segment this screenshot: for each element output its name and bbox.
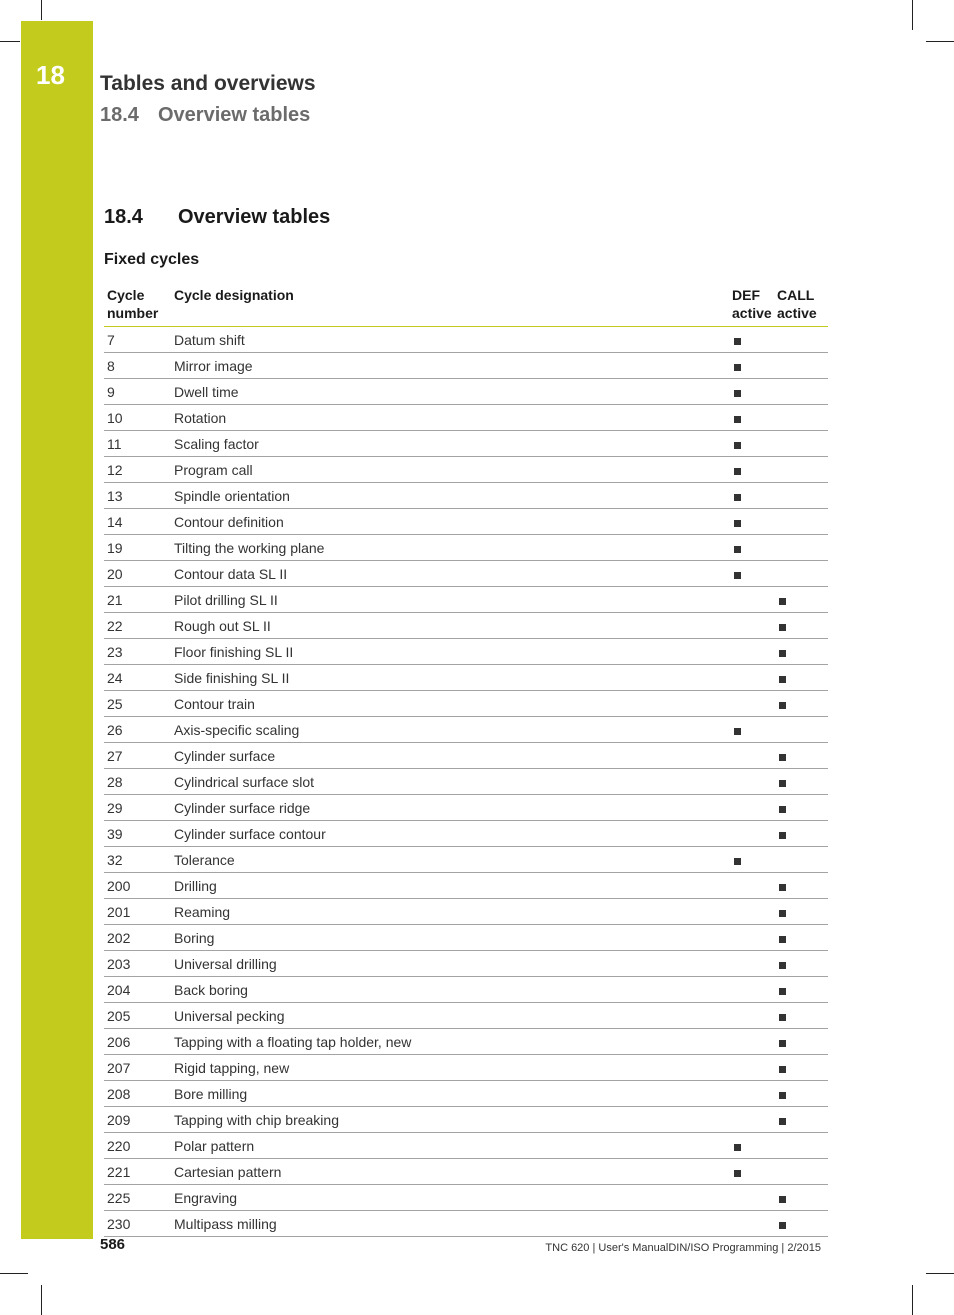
black-square-icon <box>779 1014 786 1021</box>
def-active-cell <box>729 821 774 847</box>
chapter-sidebar <box>21 21 93 1239</box>
section-heading <box>104 206 330 229</box>
call-active-cell <box>774 1185 828 1211</box>
chapter-number: 18 <box>36 60 65 90</box>
cycle-designation-cell: Rigid tapping, new <box>171 1055 729 1081</box>
call-active-cell <box>774 743 828 769</box>
black-square-icon <box>779 780 786 787</box>
call-active-cell <box>774 769 828 795</box>
cycle-number-cell: 32 <box>104 847 171 873</box>
black-square-icon <box>734 858 741 865</box>
table-row <box>104 509 828 535</box>
call-active-cell <box>774 1003 828 1029</box>
table-row <box>104 1133 828 1159</box>
cycle-number-cell: 12 <box>104 457 171 483</box>
cycle-number-cell: 13 <box>104 483 171 509</box>
cycle-designation-cell: Reaming <box>171 899 729 925</box>
table-row <box>104 1081 828 1107</box>
table-row <box>104 1211 828 1237</box>
call-active-cell <box>774 379 828 405</box>
header-cycle-number: Cycle number <box>104 282 171 327</box>
subheading: Fixed cycles <box>104 251 200 268</box>
table-row <box>104 405 828 431</box>
def-active-cell <box>729 925 774 951</box>
call-active-cell <box>774 1029 828 1055</box>
table-row <box>104 873 828 899</box>
def-active-cell <box>729 1107 774 1133</box>
cycle-number-cell: 221 <box>104 1159 171 1185</box>
cycle-number-cell: 8 <box>104 353 171 379</box>
black-square-icon <box>779 910 786 917</box>
chapter-section-header <box>100 104 310 127</box>
black-square-icon <box>734 520 741 527</box>
def-active-cell <box>729 1081 774 1107</box>
def-active-cell <box>729 1133 774 1159</box>
black-square-icon <box>779 1040 786 1047</box>
cycle-number-cell: 202 <box>104 925 171 951</box>
black-square-icon <box>734 468 741 475</box>
table-row <box>104 327 828 353</box>
black-square-icon <box>734 1170 741 1177</box>
chapter-title: Tables and overviews <box>100 72 316 95</box>
call-active-cell <box>774 925 828 951</box>
cycle-designation-cell: Back boring <box>171 977 729 1003</box>
black-square-icon <box>779 1118 786 1125</box>
cycle-number-cell: 207 <box>104 1055 171 1081</box>
black-square-icon <box>734 1144 741 1151</box>
table-row <box>104 587 828 613</box>
black-square-icon <box>779 624 786 631</box>
cycle-number-cell: 205 <box>104 1003 171 1029</box>
black-square-icon <box>734 390 741 397</box>
table-row <box>104 795 828 821</box>
table-body <box>104 327 828 1237</box>
table-row <box>104 769 828 795</box>
table-row <box>104 1185 828 1211</box>
call-active-cell <box>774 1107 828 1133</box>
cycle-number-cell: 19 <box>104 535 171 561</box>
footer-text: TNC 620 | User's ManualDIN/ISO Programming | 2/2015 <box>545 1242 821 1254</box>
crop-mark <box>0 41 20 42</box>
cycle-number-cell: 204 <box>104 977 171 1003</box>
call-active-cell <box>774 821 828 847</box>
cycle-designation-cell: Cylinder surface contour <box>171 821 729 847</box>
cycle-number-cell: 20 <box>104 561 171 587</box>
black-square-icon <box>734 416 741 423</box>
table-row <box>104 379 828 405</box>
cycle-designation-cell: Boring <box>171 925 729 951</box>
black-square-icon <box>779 988 786 995</box>
table-row <box>104 847 828 873</box>
cycle-designation-cell: Cylindrical surface slot <box>171 769 729 795</box>
def-active-cell <box>729 873 774 899</box>
def-active-cell <box>729 717 774 743</box>
cycle-designation-cell: Multipass milling <box>171 1211 729 1237</box>
cycle-designation-cell: Datum shift <box>171 327 729 353</box>
table-row <box>104 925 828 951</box>
cycle-designation-cell: Contour data SL II <box>171 561 729 587</box>
def-active-cell <box>729 899 774 925</box>
def-active-cell <box>729 977 774 1003</box>
call-active-cell <box>774 1211 828 1237</box>
cycle-number-cell: 208 <box>104 1081 171 1107</box>
cycle-designation-cell: Cylinder surface ridge <box>171 795 729 821</box>
crop-mark <box>41 0 42 20</box>
call-active-cell <box>774 665 828 691</box>
cycle-designation-cell: Tapping with chip breaking <box>171 1107 729 1133</box>
def-active-cell <box>729 769 774 795</box>
table-row <box>104 1055 828 1081</box>
call-active-cell <box>774 457 828 483</box>
call-active-cell <box>774 795 828 821</box>
def-active-cell <box>729 639 774 665</box>
def-active-cell <box>729 457 774 483</box>
call-active-cell <box>774 1133 828 1159</box>
table-row <box>104 665 828 691</box>
call-active-cell <box>774 847 828 873</box>
table-row <box>104 535 828 561</box>
def-active-cell <box>729 1211 774 1237</box>
cycle-number-cell: 201 <box>104 899 171 925</box>
cycle-designation-cell: Spindle orientation <box>171 483 729 509</box>
crop-mark <box>0 1273 28 1274</box>
fixed-cycles-table <box>104 282 828 1237</box>
cycle-designation-cell: Side finishing SL II <box>171 665 729 691</box>
def-active-cell <box>729 951 774 977</box>
def-active-cell <box>729 847 774 873</box>
table-row <box>104 1107 828 1133</box>
cycle-designation-cell: Scaling factor <box>171 431 729 457</box>
def-active-cell <box>729 353 774 379</box>
black-square-icon <box>779 1092 786 1099</box>
cycle-designation-cell: Drilling <box>171 873 729 899</box>
table-row <box>104 561 828 587</box>
cycle-designation-cell: Engraving <box>171 1185 729 1211</box>
cycle-designation-cell: Rotation <box>171 405 729 431</box>
black-square-icon <box>734 338 741 345</box>
chapter-section-title: Overview tables <box>158 104 311 126</box>
crop-mark <box>926 41 954 42</box>
call-active-cell <box>774 639 828 665</box>
black-square-icon <box>779 884 786 891</box>
cycle-designation-cell: Universal drilling <box>171 951 729 977</box>
black-square-icon <box>779 936 786 943</box>
cycle-designation-cell: Axis-specific scaling <box>171 717 729 743</box>
call-active-cell <box>774 353 828 379</box>
black-square-icon <box>779 598 786 605</box>
def-active-cell <box>729 1055 774 1081</box>
cycle-number-cell: 230 <box>104 1211 171 1237</box>
cycle-number-cell: 21 <box>104 587 171 613</box>
call-active-cell <box>774 613 828 639</box>
call-active-cell <box>774 1159 828 1185</box>
call-active-cell <box>774 535 828 561</box>
cycle-designation-cell: Polar pattern <box>171 1133 729 1159</box>
cycle-number-cell: 209 <box>104 1107 171 1133</box>
cycle-number-cell: 9 <box>104 379 171 405</box>
call-active-cell <box>774 587 828 613</box>
def-active-cell <box>729 1003 774 1029</box>
cycle-number-cell: 29 <box>104 795 171 821</box>
cycle-number-cell: 203 <box>104 951 171 977</box>
def-active-cell <box>729 327 774 353</box>
black-square-icon <box>779 806 786 813</box>
cycle-designation-cell: Cartesian pattern <box>171 1159 729 1185</box>
call-active-cell <box>774 951 828 977</box>
table-row <box>104 691 828 717</box>
table-row <box>104 483 828 509</box>
def-active-cell <box>729 431 774 457</box>
black-square-icon <box>734 728 741 735</box>
crop-mark <box>926 1273 954 1274</box>
cycle-designation-cell: Program call <box>171 457 729 483</box>
def-active-cell <box>729 405 774 431</box>
call-active-cell <box>774 717 828 743</box>
call-active-cell <box>774 405 828 431</box>
cycle-designation-cell: Tilting the working plane <box>171 535 729 561</box>
black-square-icon <box>734 572 741 579</box>
def-active-cell <box>729 1159 774 1185</box>
def-active-cell <box>729 483 774 509</box>
def-active-cell <box>729 613 774 639</box>
def-active-cell <box>729 1185 774 1211</box>
cycle-designation-cell: Cylinder surface <box>171 743 729 769</box>
def-active-cell <box>729 1029 774 1055</box>
crop-mark <box>41 1285 42 1315</box>
call-active-cell <box>774 1081 828 1107</box>
cycle-number-cell: 23 <box>104 639 171 665</box>
cycle-number-cell: 10 <box>104 405 171 431</box>
black-square-icon <box>779 962 786 969</box>
table-row <box>104 717 828 743</box>
cycle-number-cell: 25 <box>104 691 171 717</box>
header-call-active: CALL active <box>774 282 828 327</box>
black-square-icon <box>734 442 741 449</box>
table-row <box>104 1029 828 1055</box>
cycle-designation-cell: Tolerance <box>171 847 729 873</box>
cycle-designation-cell: Pilot drilling SL II <box>171 587 729 613</box>
cycle-number-cell: 22 <box>104 613 171 639</box>
black-square-icon <box>779 1196 786 1203</box>
black-square-icon <box>779 702 786 709</box>
black-square-icon <box>734 364 741 371</box>
def-active-cell <box>729 795 774 821</box>
call-active-cell <box>774 561 828 587</box>
def-active-cell <box>729 587 774 613</box>
black-square-icon <box>779 1222 786 1229</box>
black-square-icon <box>734 546 741 553</box>
cycle-number-cell: 225 <box>104 1185 171 1211</box>
def-active-cell <box>729 379 774 405</box>
cycle-designation-cell: Contour definition <box>171 509 729 535</box>
table-row <box>104 457 828 483</box>
cycle-number-cell: 206 <box>104 1029 171 1055</box>
chapter-section-number: 18.4 <box>100 104 139 126</box>
table-row <box>104 613 828 639</box>
table-row <box>104 353 828 379</box>
def-active-cell <box>729 743 774 769</box>
section-title: Overview tables <box>178 206 331 228</box>
cycle-designation-cell: Bore milling <box>171 1081 729 1107</box>
call-active-cell <box>774 509 828 535</box>
header-def-active: DEF active <box>729 282 774 327</box>
black-square-icon <box>779 676 786 683</box>
table-row <box>104 639 828 665</box>
cycle-designation-cell: Contour train <box>171 691 729 717</box>
cycle-number-cell: 7 <box>104 327 171 353</box>
call-active-cell <box>774 431 828 457</box>
cycle-number-cell: 26 <box>104 717 171 743</box>
table-row <box>104 899 828 925</box>
call-active-cell <box>774 483 828 509</box>
cycle-number-cell: 39 <box>104 821 171 847</box>
header-cycle-designation: Cycle designation <box>171 282 729 327</box>
page-number: 586 <box>100 1236 126 1253</box>
call-active-cell <box>774 1055 828 1081</box>
cycle-number-cell: 27 <box>104 743 171 769</box>
crop-mark <box>912 0 913 30</box>
def-active-cell <box>729 561 774 587</box>
def-active-cell <box>729 691 774 717</box>
call-active-cell <box>774 327 828 353</box>
call-active-cell <box>774 873 828 899</box>
cycle-number-cell: 200 <box>104 873 171 899</box>
table-row <box>104 1003 828 1029</box>
def-active-cell <box>729 509 774 535</box>
cycle-designation-cell: Dwell time <box>171 379 729 405</box>
cycle-designation-cell: Floor finishing SL II <box>171 639 729 665</box>
cycle-designation-cell: Universal pecking <box>171 1003 729 1029</box>
cycle-number-cell: 11 <box>104 431 171 457</box>
cycle-number-cell: 28 <box>104 769 171 795</box>
cycle-designation-cell: Rough out SL II <box>171 613 729 639</box>
cycle-designation-cell: Tapping with a floating tap holder, new <box>171 1029 729 1055</box>
black-square-icon <box>779 650 786 657</box>
table-header-row <box>104 282 828 327</box>
table-row <box>104 977 828 1003</box>
black-square-icon <box>779 754 786 761</box>
table-row <box>104 743 828 769</box>
table-row <box>104 1159 828 1185</box>
section-number: 18.4 <box>104 206 143 228</box>
def-active-cell <box>729 665 774 691</box>
cycle-number-cell: 14 <box>104 509 171 535</box>
black-square-icon <box>734 494 741 501</box>
cycle-number-cell: 24 <box>104 665 171 691</box>
table-row <box>104 951 828 977</box>
call-active-cell <box>774 899 828 925</box>
call-active-cell <box>774 691 828 717</box>
def-active-cell <box>729 535 774 561</box>
call-active-cell <box>774 977 828 1003</box>
cycle-number-cell: 220 <box>104 1133 171 1159</box>
crop-mark <box>912 1285 913 1315</box>
black-square-icon <box>779 832 786 839</box>
table-row <box>104 821 828 847</box>
cycle-designation-cell: Mirror image <box>171 353 729 379</box>
table-row <box>104 431 828 457</box>
black-square-icon <box>779 1066 786 1073</box>
